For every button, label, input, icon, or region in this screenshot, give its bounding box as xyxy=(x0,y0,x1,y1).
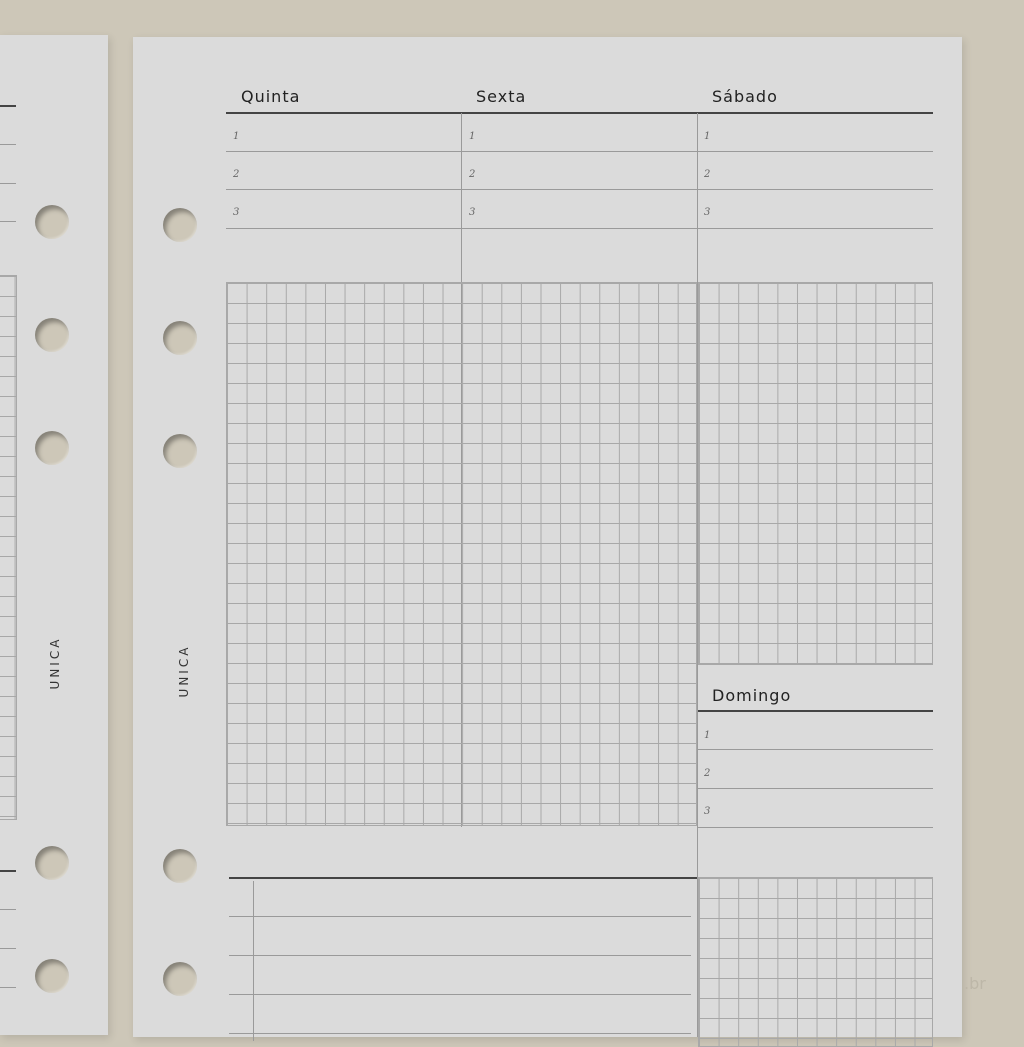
binder-hole xyxy=(163,434,197,468)
line-number: 3 xyxy=(233,207,240,218)
line-number: 1 xyxy=(469,131,476,142)
binder-hole xyxy=(35,431,69,465)
line-rule xyxy=(226,189,933,190)
line-rule xyxy=(0,183,16,184)
line-rule xyxy=(698,749,933,750)
notes-header-rule xyxy=(229,877,697,879)
line-number: 3 xyxy=(469,207,476,218)
binder-hole xyxy=(35,846,69,880)
header-rule xyxy=(0,870,16,872)
line-number: 3 xyxy=(704,207,711,218)
day-title-friday: Sexta xyxy=(476,87,527,106)
grid-saturday xyxy=(698,282,933,665)
weekly-planner-page xyxy=(133,37,962,1037)
line-number: 1 xyxy=(704,730,711,741)
line-rule xyxy=(226,228,933,229)
notes-line xyxy=(229,1033,691,1034)
line-rule xyxy=(698,788,933,789)
day-title-sunday: Domingo xyxy=(712,686,792,705)
grid-thursday-friday xyxy=(226,282,697,826)
line-rule xyxy=(226,151,933,152)
line-number: 2 xyxy=(704,768,711,779)
brand-label: UNICA xyxy=(177,644,191,698)
watermark: .br xyxy=(964,974,986,993)
day-title-thursday: Quinta xyxy=(241,87,301,106)
binder-hole xyxy=(163,962,197,996)
notes-line xyxy=(229,916,691,917)
line-number: 1 xyxy=(704,131,711,142)
header-rule xyxy=(698,710,933,712)
binder-hole xyxy=(35,205,69,239)
line-rule xyxy=(0,144,16,145)
binder-hole xyxy=(163,321,197,355)
binder-hole xyxy=(163,849,197,883)
header-rule xyxy=(0,105,16,107)
notes-margin-line xyxy=(253,881,254,1041)
binder-hole xyxy=(163,208,197,242)
grid-sunday xyxy=(698,877,933,1047)
notes-line xyxy=(229,955,691,956)
line-rule xyxy=(698,827,933,828)
line-rule xyxy=(0,909,16,910)
header-rule xyxy=(226,112,933,114)
line-number: 3 xyxy=(704,806,711,817)
left-grid-strip xyxy=(0,275,17,820)
line-number: 2 xyxy=(469,169,476,180)
line-rule xyxy=(0,221,16,222)
line-number: 2 xyxy=(233,169,240,180)
brand-label: UNICA xyxy=(48,636,62,690)
notes-line xyxy=(229,994,691,995)
line-number: 2 xyxy=(704,169,711,180)
left-planner-page xyxy=(0,35,108,1035)
day-title-saturday: Sábado xyxy=(712,87,778,106)
binder-hole xyxy=(35,318,69,352)
line-number: 1 xyxy=(233,131,240,142)
binder-hole xyxy=(35,959,69,993)
line-rule xyxy=(0,987,16,988)
line-rule xyxy=(0,948,16,949)
